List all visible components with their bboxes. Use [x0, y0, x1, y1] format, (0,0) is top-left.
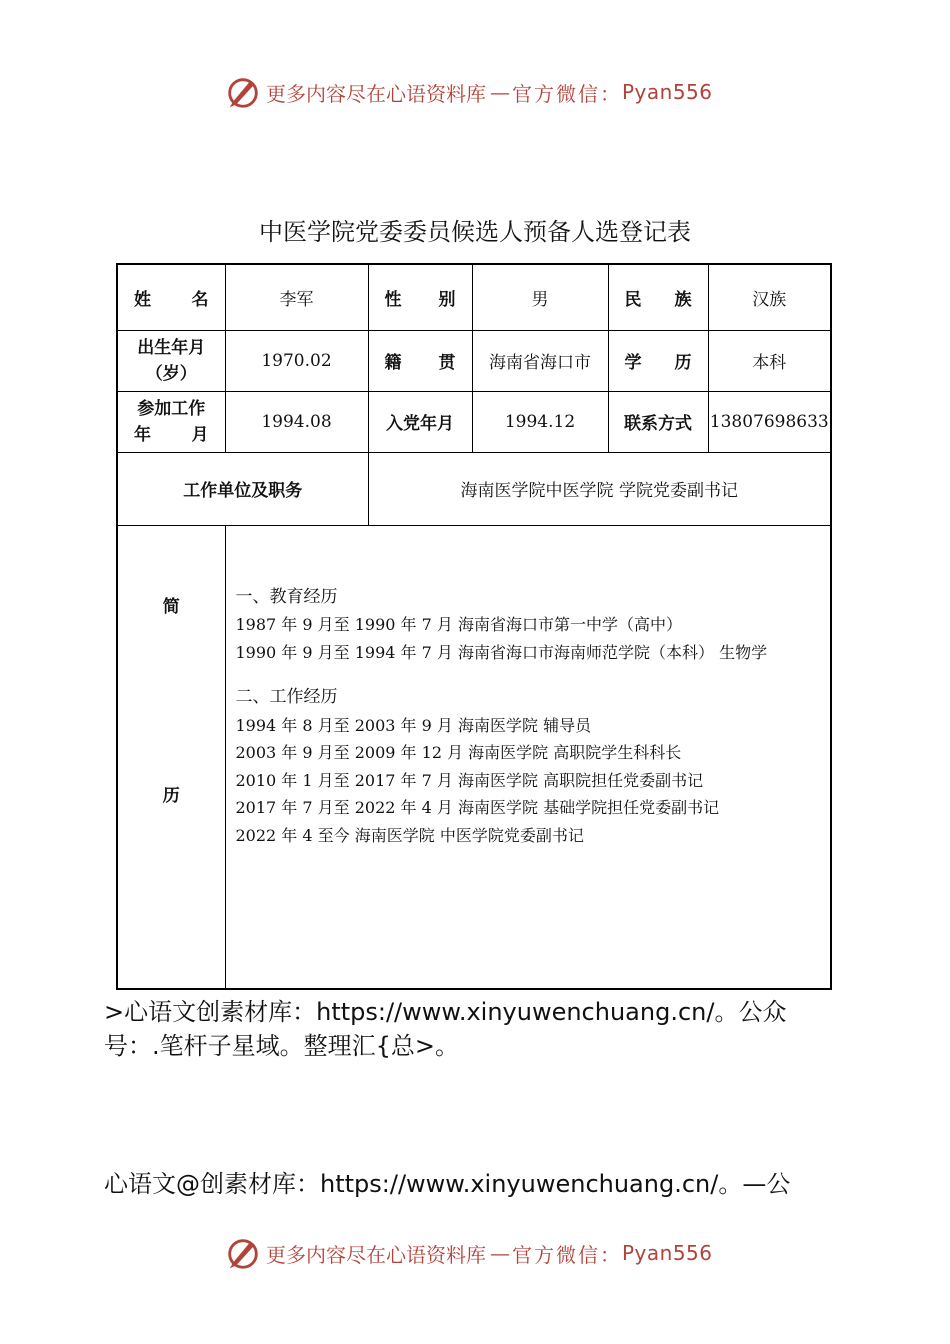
- education-entry: 1987 年 9 月至 1990 年 7 月 海南省海口市第一中学（高中）: [235, 615, 682, 634]
- education-label-cell: 学 历: [608, 330, 708, 391]
- banner-wechat-label: 官方微信：: [512, 81, 622, 106]
- birth-label-line2: （岁）: [145, 363, 197, 384]
- education-header: 一、教育经历: [235, 586, 338, 607]
- ethnicity-label-cell: 民 族: [608, 264, 708, 330]
- gender-label-cell: 性 别: [368, 264, 472, 330]
- work-entry: 1994 年 8 月至 2003 年 9 月 海南医学院 辅导员: [235, 715, 592, 735]
- form-row-basic: [117, 264, 831, 330]
- banner-separator: —: [490, 80, 508, 104]
- work-start-label-cell: 参加工作 年 月: [117, 391, 225, 452]
- form-row-birth: [117, 330, 831, 391]
- unit-label: 工作单位及职务: [117, 452, 368, 525]
- contact-label: 联系方式: [608, 391, 708, 452]
- work-entry: 2022 年 4 至今 海南医学院 中医学院党委副书记: [235, 825, 584, 845]
- education-entry: 1990 年 9 月至 1994 年 7 月 海南省海口市海南师范学院（本科） 生物学: [235, 642, 768, 662]
- work-entry: 2003 年 9 月至 2009 年 12 月 海南医学院 高职院学生科科长: [235, 743, 682, 762]
- footer-line-2: 号：.笔杆子星域。整理汇{总>。: [104, 1032, 460, 1060]
- pen-logo-icon: [224, 1234, 262, 1272]
- footer-banner: [224, 1233, 713, 1273]
- footer-line-3: 心语文@创素材库：https://www.xinyuwenchuang.cn/。—公: [104, 1170, 791, 1198]
- work-start-label-line1: 参加工作: [137, 398, 206, 419]
- party-join-label: 入党年月: [368, 391, 472, 452]
- unit-value: 海南医学院中医学院 学院党委副书记: [368, 452, 831, 525]
- birth-label-line1: 出生年月: [137, 337, 206, 358]
- education-value: 本科: [708, 330, 831, 391]
- header-banner: [224, 72, 713, 112]
- work-entry: 2010 年 1 月至 2017 年 7 月 海南医学院 高职院担任党委副书记: [235, 770, 704, 790]
- resume-content-cell: [225, 525, 831, 989]
- birth-value: 1970.02: [225, 330, 368, 391]
- birth-label-cell: [117, 330, 225, 391]
- form-row-unit: [117, 452, 831, 525]
- gender-value: 男: [472, 264, 608, 330]
- native-value: 海南省海口市: [472, 330, 608, 391]
- pen-logo-icon: [224, 73, 262, 111]
- registration-form: [116, 263, 832, 990]
- work-header: 二、工作经历: [235, 687, 338, 707]
- resume-label-cell: [117, 525, 225, 989]
- work-start-value: 1994.08: [225, 391, 368, 452]
- form-row-work-start: [117, 391, 831, 452]
- banner-wechat-id: Pyan556: [622, 1241, 713, 1265]
- ethnicity-value: 汉族: [708, 264, 831, 330]
- resume-content: [226, 526, 831, 850]
- native-label-cell: 籍 贯: [368, 330, 472, 391]
- work-entry: 2017 年 7 月至 2022 年 4 月 海南医学院 基础学院担任党委副书记: [235, 798, 720, 817]
- name-value: 李军: [225, 264, 368, 330]
- banner-wechat-label: 官方微信：: [512, 1242, 622, 1267]
- resume-label-b: 历: [162, 785, 180, 806]
- contact-value: 13807698633: [708, 391, 831, 452]
- page-title: 中医学院党委委员候选人预备人选登记表: [259, 218, 691, 246]
- banner-text: 更多内容尽在心语资料库: [266, 1242, 486, 1267]
- banner-text: 更多内容尽在心语资料库: [266, 81, 486, 106]
- banner-wechat-id: Pyan556: [622, 80, 713, 104]
- name-label-cell: 姓 名: [117, 264, 225, 330]
- footer-line-1: >心语文创素材库：https://www.xinyuwenchuang.cn/。公众: [104, 998, 787, 1026]
- party-join-value: 1994.12: [472, 391, 608, 452]
- resume-label-a: 简: [162, 596, 180, 617]
- banner-separator: —: [490, 1241, 508, 1265]
- form-row-resume: [117, 525, 831, 989]
